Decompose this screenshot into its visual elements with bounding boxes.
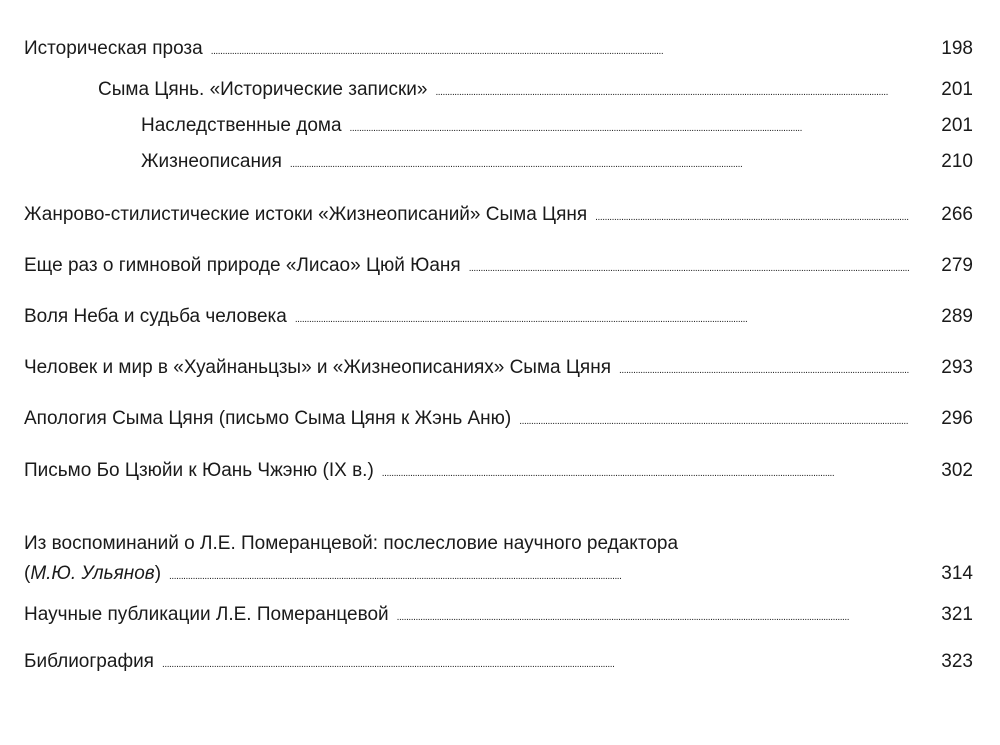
dot-leader	[595, 203, 909, 230]
paren-open: (	[24, 563, 31, 584]
dot-leader	[382, 459, 909, 486]
dot-leader	[290, 150, 909, 177]
toc-entry	[24, 254, 973, 281]
dot-leader	[295, 305, 909, 332]
toc-entry-title: Сыма Цянь. «Исторические записки»	[98, 79, 428, 100]
toc-entry-author-line	[24, 562, 161, 586]
toc-entry	[98, 78, 973, 105]
toc-entry-title: Воля Неба и судьба человека	[24, 306, 287, 327]
toc-entry-page: 201	[941, 79, 973, 100]
toc-entry	[24, 459, 973, 486]
toc-entry-title: Библиография	[24, 651, 154, 672]
toc-entry-page: 302	[941, 460, 973, 481]
toc-entry-title: Наследственные дома	[141, 115, 342, 136]
toc-entry	[141, 114, 973, 141]
toc-entry	[24, 356, 973, 383]
toc-entry-title: Жанрово-стилистические истоки «Жизнеописаний» Сыма Цяня	[24, 204, 588, 225]
toc-entry-title: Историческая проза	[24, 38, 203, 59]
toc-entry-page: 266	[941, 204, 973, 225]
toc-entry	[24, 37, 973, 64]
dot-leader	[519, 407, 909, 434]
toc-entry-title: Человек и мир в «Хуайнаньцзы» и «Жизнеописаниях» Сыма Цяня	[24, 357, 611, 378]
toc-entry	[24, 532, 973, 589]
dot-leader	[162, 650, 909, 677]
toc-entry-page: 323	[941, 651, 973, 672]
toc-entry-page: 210	[941, 151, 973, 172]
toc-entry	[24, 603, 973, 630]
toc-entry-title: Апология Сыма Цяня (письмо Сыма Цяня к Жэнь Аню)	[24, 408, 512, 429]
toc-entry-title: Еще раз о гимновой природе «Лисао» Цюй Юаня	[24, 255, 461, 276]
toc-entry-page: 289	[941, 306, 973, 327]
toc-entry-page: 314	[941, 563, 973, 584]
toc-entry-title: Жизнеописания	[141, 151, 282, 172]
paren-close: )	[154, 563, 162, 584]
toc-entry-title: Письмо Бо Цзюйи к Юань Чжэню (IX в.)	[24, 460, 374, 481]
toc-entry	[24, 407, 973, 434]
dot-leader	[211, 37, 909, 64]
toc-entry-page: 279	[941, 255, 973, 276]
toc-entry	[24, 305, 973, 332]
toc-entry	[24, 650, 973, 677]
toc-entry-page: 296	[941, 408, 973, 429]
toc-entry-page: 293	[941, 357, 973, 378]
toc-entry-page: 201	[941, 115, 973, 136]
dot-leader	[619, 356, 909, 383]
dot-leader	[169, 562, 909, 589]
toc-entry-title: Из воспоминаний о Л.Е. Померанцевой: послесловие научного редактора	[24, 533, 679, 554]
dot-leader	[435, 78, 909, 105]
toc-entry-title: Научные публикации Л.Е. Померанцевой	[24, 604, 389, 625]
dot-leader	[350, 114, 909, 141]
toc-entry-author: М.Ю. Ульянов	[30, 563, 155, 584]
toc-entry	[141, 150, 973, 177]
toc-entry	[24, 203, 973, 230]
toc-entry-page: 198	[941, 38, 973, 59]
dot-leader	[397, 603, 909, 630]
dot-leader	[469, 254, 909, 281]
toc-entry-page: 321	[941, 604, 973, 625]
